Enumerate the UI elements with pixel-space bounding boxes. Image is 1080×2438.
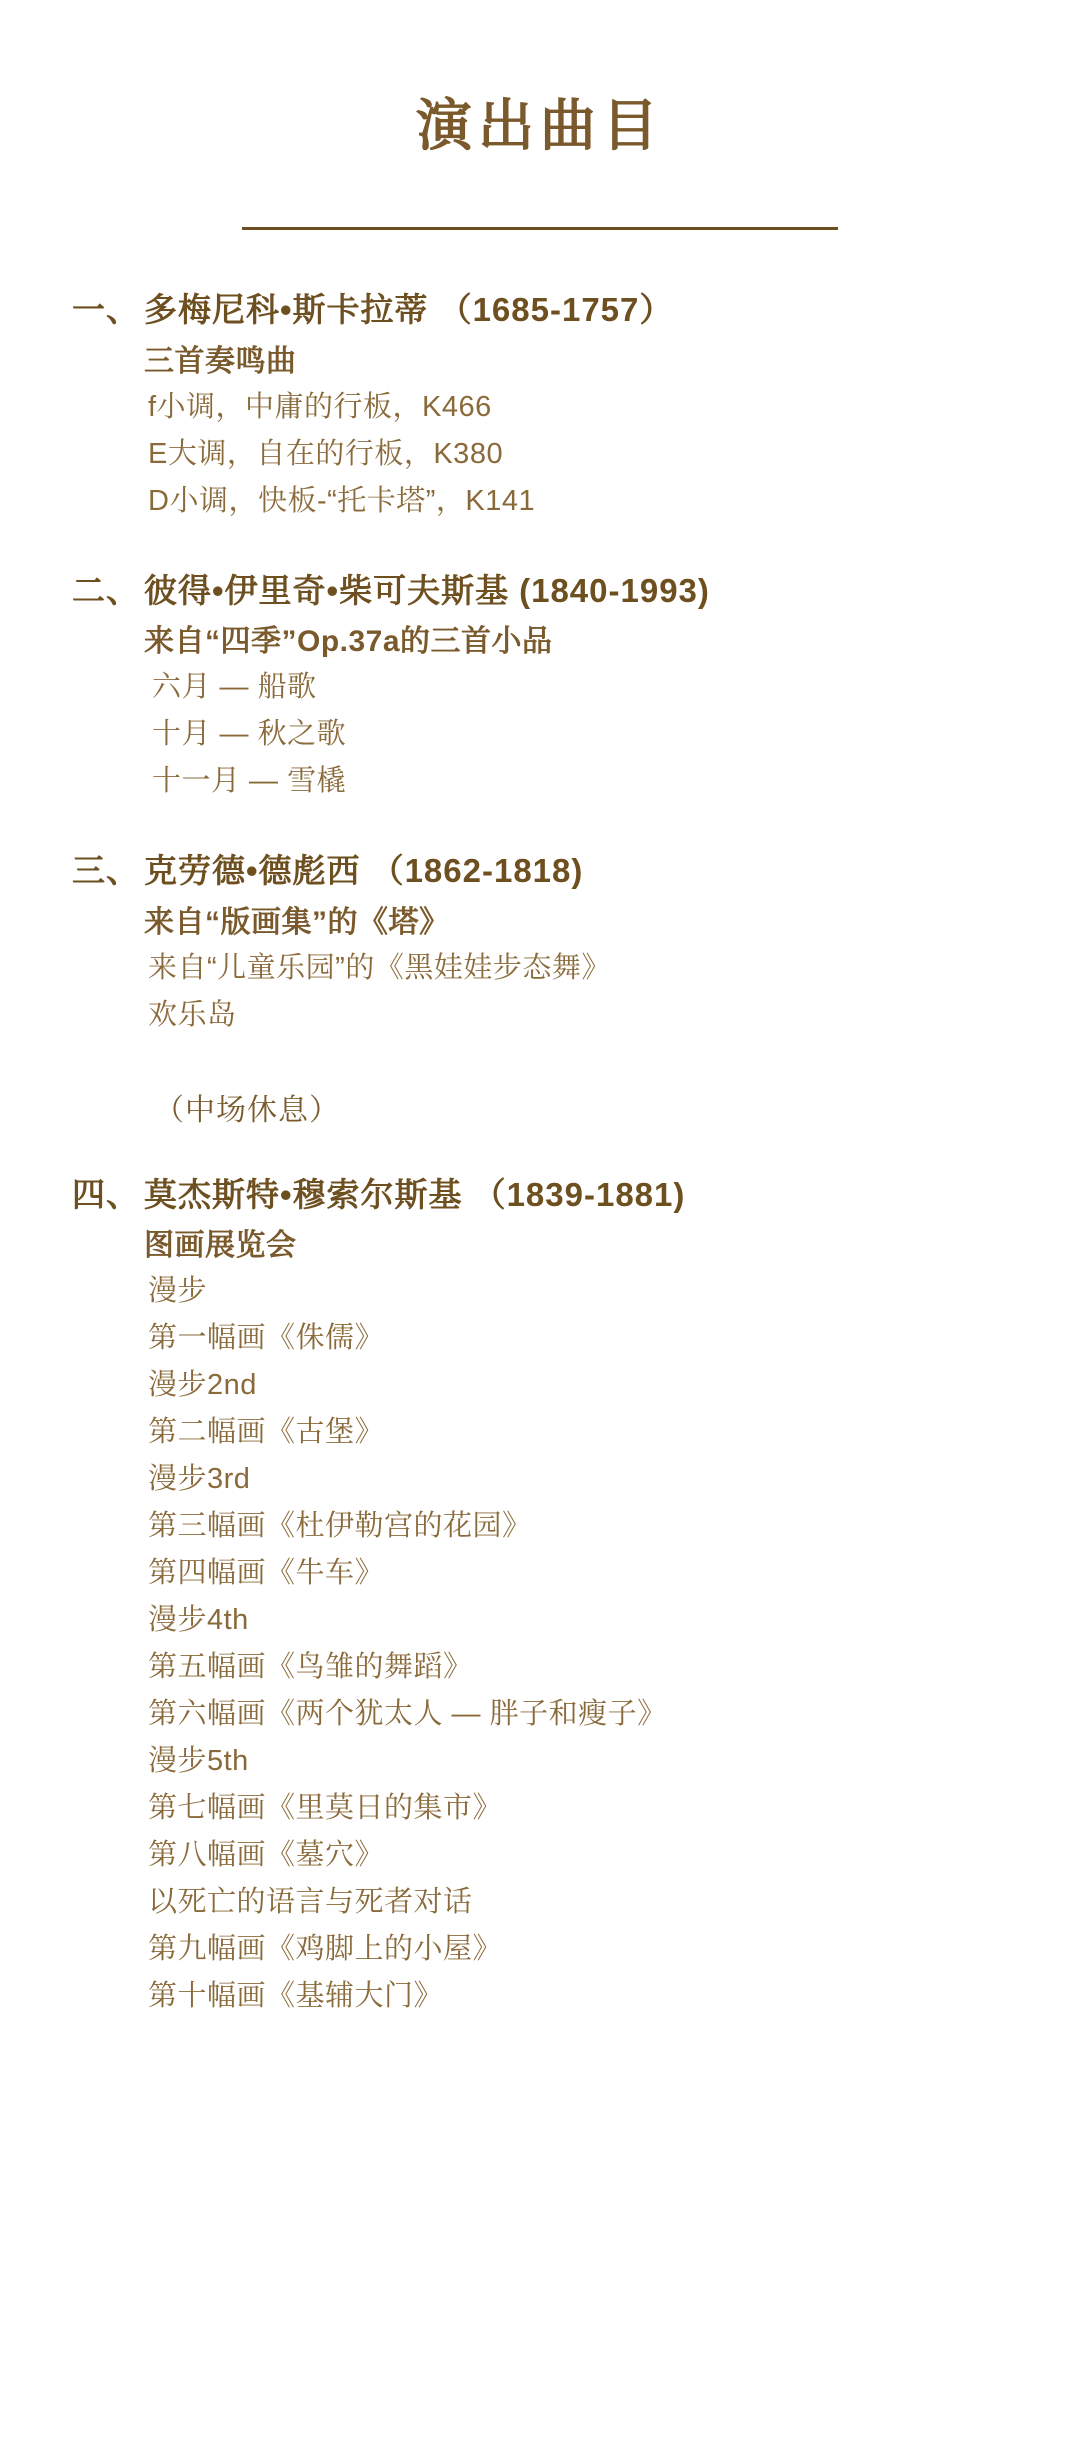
work-number: 四、	[72, 1175, 140, 1213]
movement-item: 第九幅画《鸡脚上的小屋》	[148, 1932, 503, 1965]
work-body	[144, 619, 1008, 805]
work-subtitle: 来自“版画集”的《塔》	[144, 905, 450, 939]
work-subtitle: 来自“四季”Op.37a的三首小品	[144, 625, 553, 659]
movement-item: E大调，自在的行板，K380	[148, 437, 504, 470]
movement-item: 欢乐岛	[148, 998, 237, 1031]
movement-item: f小调，中庸的行板，K466	[148, 390, 492, 423]
program-item	[72, 569, 1008, 805]
work-heading	[72, 569, 1008, 614]
work-subtitle: 图画展览会	[144, 1229, 297, 1263]
movement-item: 漫步4th	[148, 1603, 249, 1636]
program-item	[72, 288, 1008, 524]
work-subtitle: 三首奏鸣曲	[144, 344, 297, 378]
movement-item: 十月 — 秋之歌	[152, 718, 347, 751]
work-heading	[72, 288, 1008, 333]
page-title: 演出曲目	[416, 94, 664, 157]
movement-item: 漫步	[148, 1275, 208, 1308]
title-divider	[242, 227, 838, 230]
movement-item: 以死亡的语言与死者对话	[148, 1885, 473, 1918]
movement-item: 第五幅画《鸟雏的舞蹈》	[148, 1650, 473, 1683]
work-heading	[72, 1173, 1008, 1218]
work-body	[144, 1223, 1008, 2020]
movement-item: 漫步3rd	[148, 1463, 251, 1495]
movement-item: 第四幅画《牛车》	[148, 1556, 385, 1589]
movement-item: 第一幅画《侏儒》	[148, 1322, 385, 1355]
movement-item: 第十幅画《基辅大门》	[148, 1979, 444, 2012]
work-number: 三、	[72, 852, 140, 890]
movement-item: 漫步5th	[148, 1744, 249, 1777]
work-body	[144, 339, 1008, 525]
program-list	[72, 288, 1008, 2019]
composer-name: 彼得•伊里奇•柴可夫斯基	[144, 571, 510, 609]
composer-years: （1862-1818)	[370, 852, 584, 890]
composer-years: （1685-1757）	[438, 291, 674, 329]
movement-item: 漫步2nd	[148, 1369, 257, 1402]
movement-item: 第七幅画《里莫日的集市》	[148, 1791, 503, 1824]
movement-item: D小调，快板-“托卡塔”，K141	[148, 484, 536, 517]
movement-item: 第三幅画《杜伊勒宫的花园》	[148, 1509, 532, 1542]
composer-name: 莫杰斯特•穆索尔斯基	[144, 1175, 463, 1213]
movement-item: 第二幅画《古堡》	[148, 1416, 385, 1449]
work-number: 二、	[72, 571, 140, 609]
composer-years: (1840-1993)	[519, 571, 710, 609]
composer-name: 多梅尼科•斯卡拉蒂	[144, 291, 429, 329]
intermission-label: （中场休息）	[154, 1093, 340, 1127]
composer-name: 克劳德•德彪西	[144, 852, 361, 890]
movement-item: 第八幅画《墓穴》	[148, 1838, 385, 1871]
movement-item: 十一月 — 雪橇	[152, 765, 347, 798]
movement-item: 第六幅画《两个犹太人 — 胖子和瘦子》	[148, 1697, 667, 1730]
program-item	[72, 849, 1008, 1128]
movement-item: 六月 — 船歌	[152, 671, 317, 704]
composer-years: （1839-1881)	[472, 1175, 686, 1213]
work-number: 一、	[72, 291, 140, 329]
movement-item: 来自“儿童乐园”的《黑娃娃步态舞》	[148, 951, 611, 984]
work-heading	[72, 849, 1008, 894]
work-body	[144, 900, 1008, 1039]
program-item	[72, 1173, 1008, 2020]
